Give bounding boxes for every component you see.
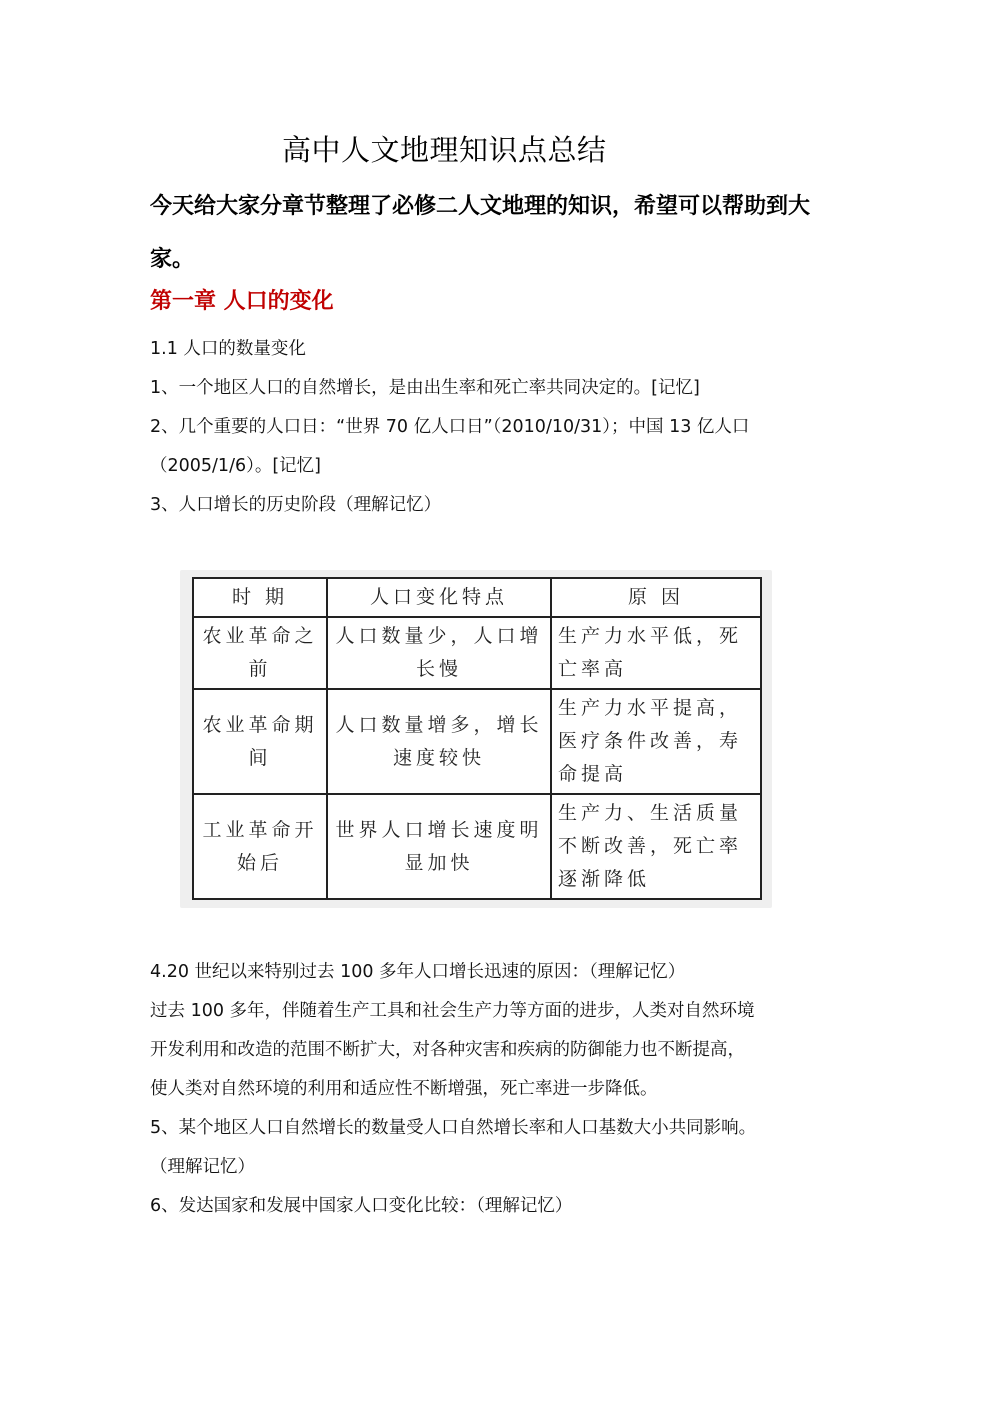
table-row <box>193 617 761 689</box>
list-item-2-line2: （2005/1/6）。[记忆] <box>150 456 322 476</box>
table-cell-feature: 人口数量增多，增长速度较快 <box>327 689 551 794</box>
table-cell-period: 农业革命之前 <box>193 617 327 689</box>
list-item-3: 3、人口增长的历史阶段（理解记忆） <box>150 495 442 515</box>
list-item-2-line1: 2、几个重要的人口日：“世界 70 亿人口日”（2010/10/31）；中国 13 亿人口 <box>150 417 750 437</box>
table-cell-reason: 生产力水平提高，医疗条件改善，寿命提高 <box>551 689 761 794</box>
table-header-reason: 原 因 <box>551 578 761 617</box>
section-4-line3: 使人类对自然环境的利用和适应性不断增强，死亡率进一步降低。 <box>150 1079 658 1099</box>
section-4-heading: 4.20 世纪以来特别过去 100 多年人口增长迅速的原因：（理解记忆） <box>150 962 686 982</box>
table-cell-period: 农业革命期间 <box>193 689 327 794</box>
table-cell-feature: 世界人口增长速度明显加快 <box>327 794 551 899</box>
table-cell-feature: 人口数量少，人口增长慢 <box>327 617 551 689</box>
table-cell-reason: 生产力、生活质量不断改善，死亡率逐渐降低 <box>551 794 761 899</box>
table-header-feature: 人口变化特点 <box>327 578 551 617</box>
list-item-5-line1: 5、某个地区人口自然增长的数量受人口自然增长率和人口基数大小共同影响。 <box>150 1118 757 1138</box>
intro-paragraph: 今天给大家分章节整理了必修二人文地理的知识，希望可以帮助到大家。 <box>150 193 811 272</box>
chapter-heading: 第一章 人口的变化 <box>150 288 334 314</box>
list-item-5-line2: （理解记忆） <box>150 1157 255 1177</box>
table-cell-period: 工业革命开始后 <box>193 794 327 899</box>
page-title: 高中人文地理知识点总结 <box>282 133 607 167</box>
table-cell-reason: 生产力水平低，死亡率高 <box>551 617 761 689</box>
table-row <box>193 794 761 899</box>
list-item-1: 1、一个地区人口的自然增长，是由出生率和死亡率共同决定的。[记忆] <box>150 378 700 398</box>
section-4-line2: 开发利用和改造的范围不断扩大，对各种灾害和疾病的防御能力也不断提高， <box>150 1040 745 1060</box>
population-stage-table <box>192 577 762 900</box>
section-heading: 1.1 人口的数量变化 <box>150 339 306 359</box>
table-header-period: 时 期 <box>193 578 327 617</box>
list-item-6: 6、发达国家和发展中国家人口变化比较：（理解记忆） <box>150 1196 573 1216</box>
table-header-row <box>193 578 761 617</box>
section-4-line1: 过去 100 多年，伴随着生产工具和社会生产力等方面的进步，人类对自然环境 <box>150 1001 755 1021</box>
table-row <box>193 689 761 794</box>
